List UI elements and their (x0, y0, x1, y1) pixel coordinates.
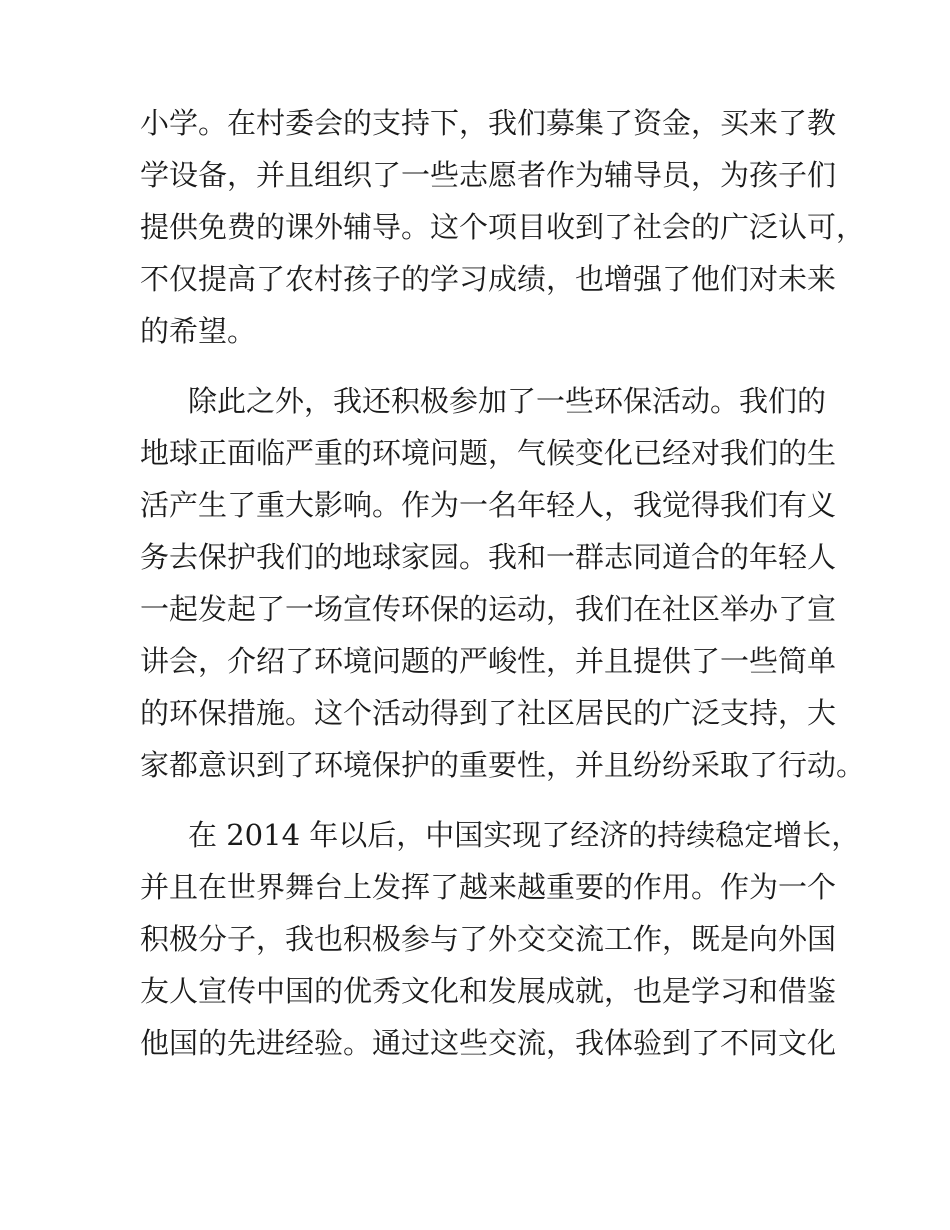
text-line: 他国的先进经验。通过这些交流，我体验到了不同文化 (140, 1026, 837, 1060)
text-line: 小学。在村委会的支持下，我们募集了资金，买来了教 (140, 106, 837, 140)
text-line: 除此之外，我还积极参加了一些环保活动。我们的 (188, 384, 827, 418)
text-line: 地球正面临严重的环境问题，气候变化已经对我们的生 (140, 436, 837, 470)
paragraph-3 (140, 809, 861, 1069)
document-body (140, 97, 866, 1069)
text-line: 一起发起了一场宣传环保的运动，我们在社区举办了宣 (140, 592, 837, 626)
paragraph-2 (140, 375, 866, 791)
text-line: 不仅提高了农村孩子的学习成绩，也增强了他们对未来 (140, 262, 837, 296)
text-line: 讲会，介绍了环境问题的严峻性，并且提供了一些简单 (140, 644, 837, 678)
text-line: 的环保措施。这个活动得到了社区居民的广泛支持，大 (140, 696, 837, 730)
text-line: 的希望。 (140, 314, 257, 348)
text-line: 积极分子，我也积极参与了外交交流工作，既是向外国 (140, 922, 837, 956)
text-line: 提供免费的课外辅导。这个项目收到了社会的广泛认可， (140, 210, 866, 244)
paragraph-1 (140, 97, 866, 357)
paragraph-spacer (140, 357, 830, 375)
paragraph-spacer (140, 791, 830, 809)
text-line: 在 2014 年以后，中国实现了经济的持续稳定增长， (188, 818, 861, 852)
text-line: 并且在世界舞台上发挥了越来越重要的作用。作为一个 (140, 870, 837, 904)
text-line: 家都意识到了环境保护的重要性，并且纷纷采取了行动。 (140, 748, 866, 782)
text-line: 务去保护我们的地球家园。我和一群志同道合的年轻人 (140, 540, 837, 574)
text-line: 活产生了重大影响。作为一名年轻人，我觉得我们有义 (140, 488, 837, 522)
text-line: 学设备，并且组织了一些志愿者作为辅导员，为孩子们 (140, 158, 837, 192)
text-line: 友人宣传中国的优秀文化和发展成就，也是学习和借鉴 (140, 974, 837, 1008)
